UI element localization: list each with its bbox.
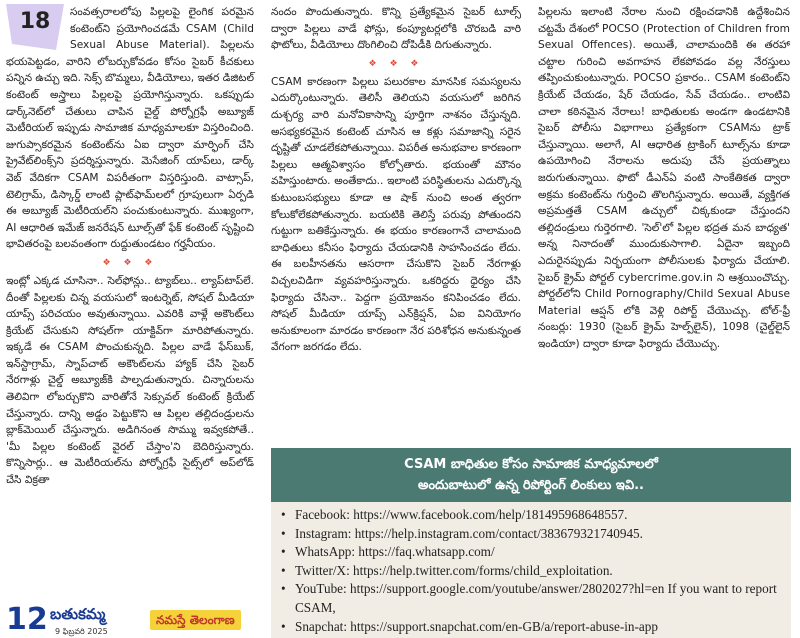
col3-paragraph-1: పిల్లలను ఇలాంటి నేరాల నుంచి రక్షించడానికి ఉద్దేశించిన చట్టమే దేశంలో POCSO (Protection of Children from Sexual Offences). అయితే, చాలామందికి ఈ తరహా చట్టాల గురించి అవగాహన లేకపోవడం వల్ల నేరస్తులు తప్పించుకుంటున్నారు. POCSO ప్రకారం.. CSAM కంటెంట్‌ని క్రియేట్ చేయడం, షేర్ చేయడం, సేవ్ చేయడం.. లాంటివి చాలా కఠినమైన నేరాలు! బాధితులకు అండగా ఉండటానికి సైబర్ పోలీసు విభాగాలు ప్రత్యేకంగా CSAMను ట్రాక్ చేస్తున్నాయి. అలాగే, AI ఆధారిత ట్రాకింగ్ టూల్స్‌ను కూడా ఉపయోగించి నేరాలను అదుపు చేసే ప్రయత్నాలు జరుగుతున్నాయి. ఫొటో డీఎన్ఏ వంటి సాంకేతికత ద్వారా అక్రమ కంటెంట్‌ను గుర్తించి తొలగిస్తున్నారు. అయితే, వ్యక్తిగత అప్రమత్తతే CSAM ఉచ్చులో చిక్కకుండా చేస్తుందని తల్లిదండ్రులు గుర్తెరగాలి. 'సెల్'లో పిల్లల భద్రత మన బాధ్యత' అన్న నినాదంతో ముందుకుసాగాలి. ఏదైనా ఇబ్బంది ఎదురైనప్పుడు నిర్భయంగా పోలీసులకు ఫిర్యాదు చేయాలి. సైబర్ క్రైమ్ పోర్టల్ cybercrime.gov.in ని ఆశ్రయించొచ్చు. పోర్టల్‌లోని Child Pornography/Child Sexual Abuse Material ఆప్షన్ లోకి వెళ్లి రిపోర్ట్ చేయొచ్చు. టోల్-ఫ్రీ నంబర్లు: 1930 (సైబర్ క్రైమ్ హెల్ప్‌లైన్), 1098 (చైల్డ్‌లైన్ ఇండియా) ద్వారా కూడా ఫిర్యాదు చేయొచ్చు. xyxy=(538,6,790,350)
link-youtube[interactable]: • YouTube: https://support.google.com/youtube/answer/2802027?hl=en If you want to report CSAM, xyxy=(281,580,783,617)
column-1 xyxy=(6,4,254,489)
col1-paragraph-2: ఇంట్లో ఎక్కడ చూసినా.. సెల్‌ఫోన్లు.. ట్యాబ్‌లు.. ల్యాప్‌టాప్‌లే. దీంతో పిల్లలకు చిన్న వయసులో ఇంటర్నెట్, సోషల్ మీడియా యాప్స్ పరిచయం అవుతున్నాయి. ఎవరికి వాళ్లే అకౌంట్‌లు క్రియేట్ చేసుకుని సోషల్‌గా యాక్టివ్‌గా మారిపోతున్నారు. ఇక్కడే ఈ CSAM పొంచుకున్నది. పిల్లల వాడే ఫేస్‌బుక్, ఇన్‌స్టాగ్రామ్, స్నాప్‌చాట్ అకౌంట్‌లను హ్యాక్ చేసి సైబర్ నేరగాళ్లు చైల్డ్ అబ్యూజ్‌కి పాల్పడుతున్నారు. చిన్నారులను తెలివిగా లోబర్చుకొని వారితోనే సెక్సువల్ కంటెంట్ క్రియేట్ చేస్తున్నారు. దాన్ని అడ్డం పెట్టుకొని ఆ పిల్లల తల్లిదండ్రులను బ్లాక్‌మెయిల్ చేస్తున్నారు. అడిగినంత సొమ్ము ఇవ్వకపోతే.. 'మీ పిల్లల కంటెంట్ వైరల్ చేస్తాం'ని బెదిరిస్తున్నారు. కొన్నిసార్లు.. ఆ మెటీరియల్‌ను పోర్నోగ్రఫీ సైట్స్‌లో అప్‌లోడ్ చేసి విక్రతా xyxy=(6,274,254,487)
column-3 xyxy=(538,4,790,352)
box-title xyxy=(271,448,791,502)
link-facebook[interactable]: • Facebook: https://www.facebook.com/help/181495968648557. xyxy=(281,506,783,525)
col1-intro: సంవత్సరాలలోపు పిల్లలపై లైంగిక పరమైన కంటెంట్‌ని ప్రయోగించడమే CSAM (Child Sexual Abuse Material). పిల్లలను భయపెట్టడం, వారిని లోబర్చుకోవడం కోసం సైబర్ కీచకులు పన్నిన ఉచ్చు ఇది. సెక్స్ బొమ్మలు, వీడియోలు, ఇతర డిజిటల్ కంటెంట్ అస్త్రాలు పిల్లలపై ప్రయోగిస్తున్నారు. ఒకప్పుడు డార్క్‌నెట్‌లో చేతులు చాపిన చైల్డ్ పోర్నోగ్రఫీ అబ్యూజ్ మెటీరియల్ ఇప్పుడు సామాజిక మాధ్యమాలకూ విస్తరించింది. జుగుప్సాకరమైన కంటెంట్‌ను ఏఐ ద్వారా మార్ఫింగ్ చేసి ప్రైవేట్‌లింక్స్‌ని ప్రదర్శిస్తున్నారు. మెసేజింగ్ యాప్‌లు, డార్క్ వెబ్ వేదికగా CSAM విపరీతంగా విస్తరిస్తుంది. వాట్సాప్, టెలిగ్రామ్, డిస్కార్డ్ లాంటి ప్లాట్‌ఫామ్‌లలో గ్రూపులుగా ఏర్పడి ఈ అబ్యూజ్ మెటీరియల్‌ని పంచుకుంటున్నారు. ముఖ్యంగా, AI ఆధారిత ఇమేజ్ జనరేషన్ టూల్స్‌తో ఫేక్ కంటెంట్ సృష్టించి భావితరంపై బలవంతంగా రుద్దుతుండటం గర్హనీయం. xyxy=(6,6,254,251)
reporting-links-box xyxy=(271,448,791,638)
col2-paragraph-2: CSAM కారణంగా పిల్లలు పలురకాల మానసిక సమస్యలను ఎదుర్కొంటున్నారు. తెలిసీ తెలియని వయసులో జరిగిన దుశ్చర్య వారి మనోవికాసాన్ని పూర్తిగా నాశనం చేస్తున్నది. అసభ్యకరమైన కంటెంట్ చూసిన ఆ కళ్లు సమాజాన్ని సరైన దృష్టితో చూడలేకపోతున్నాయి. విపరీత అనుభవాల కారణంగా పిల్లలు ఆత్మవిశ్వాసం కోల్పోతారు. భయంతో మౌనం వహిస్తుంటారు. అంతేకాదు.. ఇలాంటి పరిస్థితులను ఎదుర్కొన్న కుటుంబసభ్యులు కూడా ఆ షాక్ నుంచి అంత త్వరగా కోలుకోలేకపోతున్నారు. బయటికి తెలిస్తే పరువు పోతుందని గుట్టుగా బతికేస్తున్నారు. ఈ భయం కారణంగానే చాలామంది బాధితులు కనీసం ఫిర్యాదు చేయడానికి సాహసించడం లేదు. ఈ బలహీనతను ఆసరాగా చేసుకొని సైబర్ నేరగాళ్లు విచ్చలవిడిగా వ్యవహరిస్తున్నారు. ఒకరిద్దరు ధైర్యం చేసి ఫిర్యాదు చేసినా.. పెద్దగా ప్రయోజనం కనిపించడం లేదు. సోషల్ మీడియా యాప్స్ ఎన్‌క్రిప్షన్, ఏఐ వినియోగం అనుకూలంగా మారడం కారణంగా నేర పరిశోధన అనుకున్నంత వేగంగా జరగడం లేదు. xyxy=(271,75,521,354)
section-divider: ❖ ❖ ❖ xyxy=(368,58,424,69)
issue-date: 9 ఫిబ్రవరి 2025 xyxy=(55,627,108,636)
column-2 xyxy=(271,4,521,356)
page-number: 12 xyxy=(6,602,48,637)
link-whatsapp[interactable]: • WhatsApp: https://faq.whatsapp.com/ xyxy=(281,543,783,562)
section-divider: ❖ ❖ ❖ xyxy=(102,257,158,268)
links-list xyxy=(271,506,791,636)
link-twitter[interactable]: • Twitter/X: https://help.twitter.com/forms/child_exploitation. xyxy=(281,562,783,581)
magazine-name: బతుకమ్మ xyxy=(50,605,106,623)
link-instagram[interactable]: • Instagram: https://help.instagram.com/contact/383679321740945. xyxy=(281,525,783,544)
badge-number: 18 xyxy=(19,9,51,34)
box-title-line-2: అందుబాటులో ఉన్న రిపోర్టింగ్ లింకులు ఇవి.. xyxy=(418,478,644,493)
brand-logo: నమస్తే తెలంగాణ xyxy=(150,610,241,630)
page-badge xyxy=(6,4,64,50)
col2-paragraph-1: నందం పొందుతున్నారు. కొన్ని ప్రత్యేకమైన సైబర్ టూల్స్ ద్వారా పిల్లలు వాడే ఫోన్లు, కంప్యూటర్లలోకి చొరబడి వారి ఫొటోలు, వీడియోలు దొంగిలించి దోపిడీకి దిగుతున్నారు. xyxy=(271,6,521,52)
link-snapchat[interactable]: • Snapchat: https://support.snapchat.com/en-GB/a/report-abuse-in-app xyxy=(281,618,783,637)
page-footer xyxy=(0,602,271,638)
box-title-line-1: CSAM బాధితుల కోసం సామాజిక మాధ్యమాలలో xyxy=(404,457,658,472)
